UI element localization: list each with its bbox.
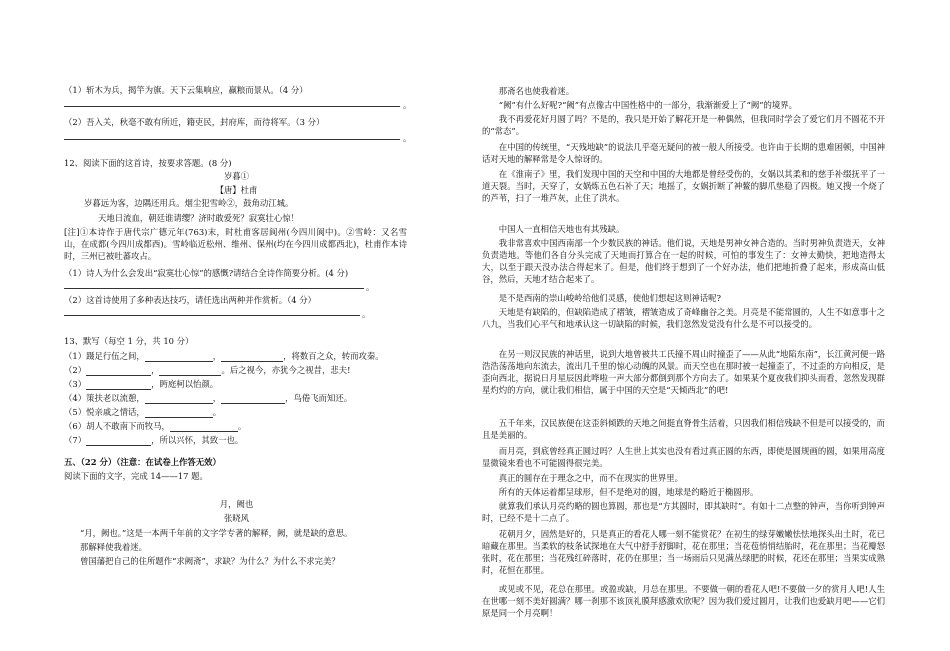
period: 。	[403, 100, 412, 110]
q12-heading: 12、阅读下面的这首诗，按要求答题。(8 分)	[64, 158, 232, 168]
dictation-2: （2） ， 。后之视今，亦犹今之视昔，悲夫!	[64, 365, 351, 375]
essay-paragraph: 花朝月夕，固然是好的，只是真正的看花人哪一刻不能赏花？在初生的绿芽嫩嫩怯怯地探头出土时，花已暗藏在那里。当柔软的枝条试探地在大气中舒手舒脚时，花在那里；当花苞悄悄结胎时，花在那里；当花瓣怒张时，花在那里；当花残红碎落时，花仍在那里；当一场雨后只见满丛绿肥的时候，花还在那里；当果实成熟时，花恒在那里。	[482, 529, 885, 575]
q12-sub-1: （1）诗人为什么会发出“寂寞壮心惊”的感慨?请结合全诗作简要分析。(4 分)	[64, 268, 349, 278]
answer-line[interactable]	[64, 106, 400, 107]
answer-line[interactable]	[64, 288, 364, 289]
blank[interactable]	[170, 421, 238, 432]
translate-question-1: （1）斩木为兵，揭竿为旗。天下云集响应，赢粮而景从。（4 分）	[64, 85, 308, 95]
essay-paragraph: 五千年来，汉民族便在这歪斜倾跌的天地之间挺直脊骨生活着，只因我们相信残缺不但是可以接受的，而且是美丽的。	[482, 418, 885, 440]
essay-paragraph: 在《淮南子》里，我们发现中国的天空和中国的大地都是曾经受伤的，女娲以其柔和的慈手补缀抚平了一道天裂。当时，天穿了，女娲炼五色石补了天；地摇了，女娲折断了神鳌的脚爪垫稳了四极。她又搜一个烧了的芦苇，扫了一堆芦灰，止住了洪水。	[482, 169, 885, 203]
section-5-instructions: 阅读下面的文字，完成 14——17 题。	[64, 471, 208, 481]
essay-author: 张晓风	[223, 513, 250, 523]
section-5-heading: 五、（22 分）（注意：在试卷上作答无效）	[64, 457, 221, 467]
essay-paragraph: 那斋名也使我着迷。	[498, 86, 575, 96]
dictation-text: （3）	[64, 379, 87, 389]
essay-paragraph: “月，阙也。”这是一本两千年前的文字学专著的解释，阙，就是缺的意思。	[80, 528, 353, 538]
essay-paragraph: 真正的圆存在于理念之中，而不在现实的世界里。	[498, 473, 684, 483]
poem-author: 【唐】杜甫	[215, 185, 258, 195]
period: 。	[366, 282, 375, 292]
essay-paragraph: 就算我们承认月亮约略的圆也算圆，那也是“方其圆时，即其缺时”。有如十二点整的钟声，当你听到钟声时，已经不是十二点了。	[482, 501, 885, 523]
poem-title: 岁暮①	[223, 171, 250, 181]
blank[interactable]	[221, 393, 285, 404]
dictation-text: （2）	[64, 365, 87, 375]
dictation-text: （6）胡人不敢南下而牧马，	[64, 421, 170, 431]
dictation-6: （6）胡人不敢南下而牧马， 。	[64, 421, 247, 431]
dictation-1: （1）蹑足行伍之间， ， ，将数百之众，转而攻秦。	[64, 351, 384, 361]
dictation-4: （4）策扶老以流憩， ， ，鸟倦飞而知还。	[64, 393, 353, 403]
answer-line[interactable]	[64, 139, 400, 140]
answer-line[interactable]	[64, 315, 360, 316]
essay-paragraph: 我不再爱花好月圆了吗？不是的，我只是开始了解花开是一种偶然，但我同时学会了爱它们月不圆花不开的“常态”。	[482, 114, 885, 136]
poem-line: 天地日流血，朝廷谁请缨？济时敢爱死？寂寞壮心惊！	[98, 213, 299, 223]
dictation-text: （7）	[64, 435, 87, 445]
dictation-3	[64, 378, 218, 390]
essay-paragraph: 那解释使我着迷。	[80, 542, 147, 552]
essay-paragraph: 我非常喜欢中国西南部一个少数民族的神话。他们说，天地是男神女神合造的。当时男神负责造天，女神负责造地。等他们各自分头完成了天地而打算合在一起的时候，可怕的事发生了：女神太勤快，把地造得太大，以至于跟天没办法合得起来了。但是，他们终于想到了一个好办法，他们把地折叠了起来，形成高山低谷，然后，天地才结合起来了。	[482, 238, 885, 284]
blank[interactable]	[145, 351, 213, 362]
dictation-text: 。后之视今，亦犹今之视昔，悲夫!	[221, 365, 351, 375]
essay-paragraph: 曾国藩把自己的住所题作“求阙斋”，求缺？为什么？为什么不求完美？	[80, 556, 340, 566]
dictation-5: （5）悦亲戚之情话， 。	[64, 407, 222, 417]
essay-paragraph: 而月亮，到底曾经真正圆过吗？人生世上其实也没有看过真正圆的东西，即使是圆规画的圆，如果用高度显微镜来看也不可能圆得很完美。	[482, 446, 885, 468]
dictation-text: ，所以兴怀，其致一也。	[151, 435, 244, 445]
essay-paragraph: 是不是西南的崇山峻岭给他们灵感，使他们想起这则神话呢?	[498, 293, 722, 303]
blank[interactable]	[145, 393, 213, 404]
poem-note: [注]①本诗作于唐代宗广德元年(763)末，时杜甫客居阆州(今四川阆中)。②雪岭：又名雪山，在成都(今四川成都西)。雪岭临近松州、维州、保州(均在今四川成都西北)，杜甫作本诗时，三州已被吐蕃攻占。	[64, 227, 407, 261]
essay-paragraph: 在另一则汉民族的神话里，说到大地曾被共工氏撞不周山时撞歪了——从此“地陷东南”，长江黄河便一路浩浩荡荡地向东流去，流出几千里的惊心动魄的风景。而天空也在那时被一起撞歪了，不过歪的方向相反，是歪向西北，据说日月星辰因此哗啦一声大部分都倒到那个方向去了。如果某个夏夜我们抑头而看，忽然发现群星灼灼的方向，就让我们相信，属于中国的天空是“天倾西北”的吧!	[482, 349, 885, 395]
translate-question-2: （2）吾入关，秋毫不敢有所近，籍吏民，封府库，而待将军。（3 分）	[64, 117, 325, 127]
blank[interactable]	[221, 351, 283, 362]
essay-paragraph: “阙”有什么好呢?“阙”有点像古中国性格中的一部分，我渐渐爱上了“阙”的境界。	[498, 100, 797, 110]
essay-paragraph: 天地是有缺陷的，但缺陷造成了褶皱，褶皱造成了奇峰幽谷之美。月亮是不能常圆的，人生不如意事十之八九，当我们心平气和地承认这一切缺陷的时候，我们忽然发觉没有什么是不可以接受的。	[482, 307, 885, 329]
dictation-text: ，眄庭柯以怡颜。	[151, 379, 219, 389]
dictation-text: （1）蹑足行伍之间，	[64, 351, 145, 361]
poem-line: 岁暮远为客，边隅还用兵。烟尘犯雪岭②，鼓角动江城。	[84, 198, 294, 208]
blank[interactable]	[86, 379, 151, 390]
essay-paragraph: 中国人一直相信天地也有其残缺。	[498, 224, 625, 234]
q12-sub-2: （2）这首诗使用了多种表达技巧，请任选出两种并作赏析。（4 分）	[64, 295, 316, 305]
blank[interactable]	[86, 435, 151, 446]
blank[interactable]	[159, 365, 221, 376]
essay-paragraph: 或见或不见，花总在那里。或盈或缺，月总在那里。不要做一朝的看花人吧!不要做一夕的赏月人吧!人生在世哪一刻不美好圆满？哪一刹那不该顶礼膜拜感激欢欣呢？因为我们爱过圆月，让我们也爱缺月吧——它们原是同一个月亮啊！	[482, 584, 885, 618]
dictation-text: （4）策扶老以流憩，	[64, 393, 145, 403]
period: 。	[403, 133, 412, 143]
dictation-7	[64, 434, 243, 446]
essay-paragraph: 在中国的传统里，“天残地缺”的说法几乎毫无疑问的被一般人所接受。也许由于长期的患难困顿，中国神话对天地的解释常是令人惊讶的。	[482, 142, 885, 164]
q13-heading: 13、默写（每空 1 分，共 10 分）	[64, 336, 194, 346]
blank[interactable]	[145, 407, 213, 418]
essay-paragraph: 所有的天体运着都呈球形，但不是绝对的圆，地球是约略近于椭圆形。	[498, 487, 759, 497]
essay-title: 月，阙也	[219, 499, 254, 509]
dictation-text: ，将数百之众，转而攻秦。	[283, 351, 384, 361]
dictation-text: ，鸟倦飞而知还。	[285, 393, 353, 403]
blank[interactable]	[86, 365, 151, 376]
dictation-text: （5）悦亲戚之情话，	[64, 407, 145, 417]
period: 。	[362, 309, 371, 319]
